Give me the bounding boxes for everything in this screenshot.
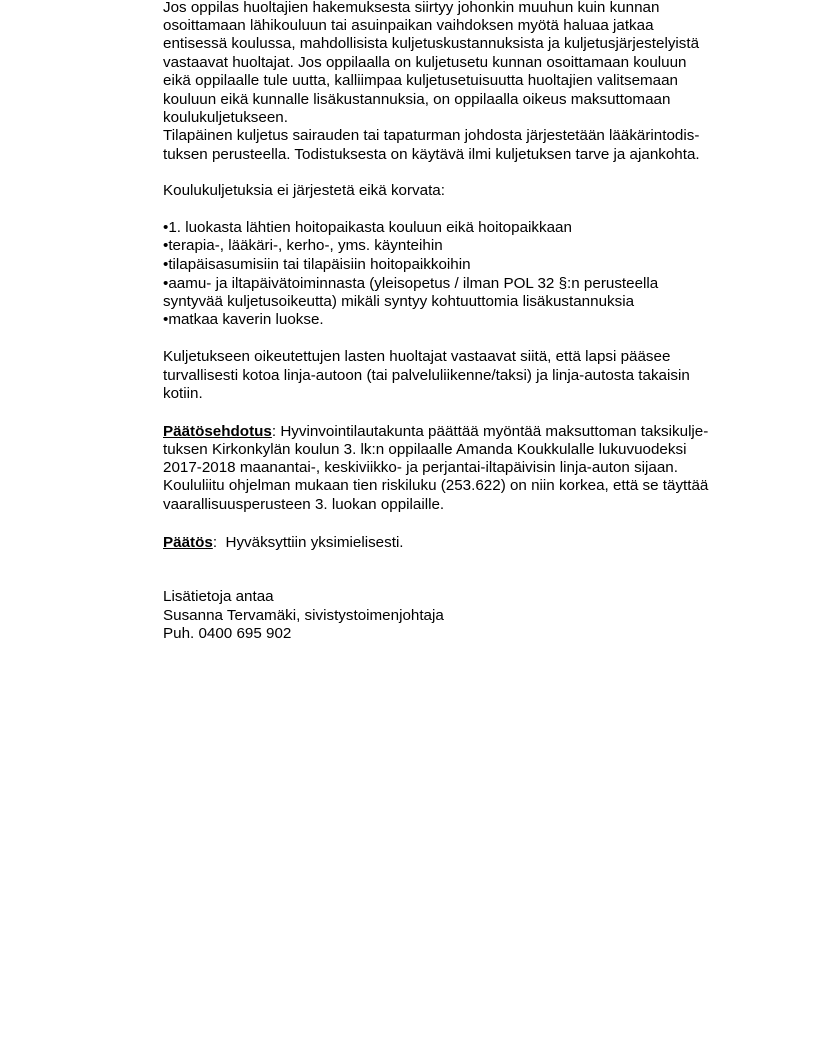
text-line: kouluun eikä kunnalle lisäkustannuksia, on oppilaalla oikeus maksuttomaan: [163, 91, 671, 108]
text-line: tuksen perusteella. Todistuksesta on käytävä ilmi kuljetuksen tarve ja ajankohta.: [163, 146, 700, 163]
contact-line: Puh. 0400 695 902: [163, 625, 292, 642]
text-line: Jos oppilas huoltajien hakemuksesta siirtyy johonkin muuhun kuin kunnan: [163, 0, 660, 16]
text-line: Kuljetukseen oikeutettujen lasten huoltajat vastaavat siitä, että lapsi pääsee: [163, 348, 671, 365]
text-line: osoittamaan lähikouluun tai asuinpaikan vaihdoksen myötä haluaa jatkaa: [163, 17, 654, 34]
text-line: Tilapäinen kuljetus sairauden tai tapaturman johdosta järjestetään lääkärintodis-: [163, 127, 700, 144]
text-line: tuksen Kirkonkylän koulun 3. lk:n oppilaalle Amanda Koukkulalle lukuvuodeksi: [163, 441, 687, 458]
decision-label: Päätös: [163, 534, 213, 551]
text-line: 2017-2018 maanantai-, keskiviikko- ja perjantai-iltapäivisin linja-auton sijaan.: [163, 459, 678, 476]
text-line: Koululiitu ohjelman mukaan tien riskiluku (253.622) on niin korkea, että se täyttää: [163, 477, 709, 494]
text-line: eikä oppilaalle tule uutta, kalliimpaa kuljetusetuisuutta huoltajien valitsemaan: [163, 72, 679, 89]
list-item: •tilapäisasumisiin tai tilapäisiin hoitopaikkoihin: [163, 256, 471, 273]
list-item: syntyvää kuljetusoikeutta) mikäli syntyy kohtuuttomia lisäkustannuksia: [163, 293, 635, 310]
proposal-text: : Hyvinvointilautakunta päättää myöntää maksuttoman taksikulje-: [271, 423, 709, 440]
text-line: koulukuljetukseen.: [163, 109, 288, 126]
list-item: •matkaa kaverin luokse.: [163, 311, 324, 328]
text-line: kotiin.: [163, 385, 203, 402]
exclusions-heading: Koulukuljetuksia ei järjestetä eikä korvata:: [163, 182, 445, 199]
contact-line: Lisätietoja antaa: [163, 588, 274, 605]
decision-line: [163, 534, 404, 552]
decision-text: : Hyväksyttiin yksimielisesti.: [212, 534, 404, 551]
text-line: entisessä koulussa, mahdollisista kuljetuskustannuksista ja kuljetusjärjestelyistä: [163, 35, 700, 52]
proposal-line: [163, 423, 708, 441]
proposal-label: Päätösehdotus: [163, 423, 272, 440]
text-line: vastaavat huoltajat. Jos oppilaalla on kuljetusetu kunnan osoittamaan kouluun: [163, 54, 687, 71]
contact-line: Susanna Tervamäki, sivistystoimenjohtaja: [163, 607, 444, 624]
list-item: •1. luokasta lähtien hoitopaikasta kouluun eikä hoitopaikkaan: [163, 219, 572, 236]
text-line: turvallisesti kotoa linja-autoon (tai palveluliikenne/taksi) ja linja-autosta takaisin: [163, 367, 690, 384]
text-line: vaarallisuusperusteen 3. luokan oppilaille.: [163, 496, 445, 513]
list-item: •terapia-, lääkäri-, kerho-, yms. käynteihin: [163, 237, 443, 254]
list-item: •aamu- ja iltapäivätoiminnasta (yleisopetus / ilman POL 32 §:n perusteella: [163, 275, 659, 292]
